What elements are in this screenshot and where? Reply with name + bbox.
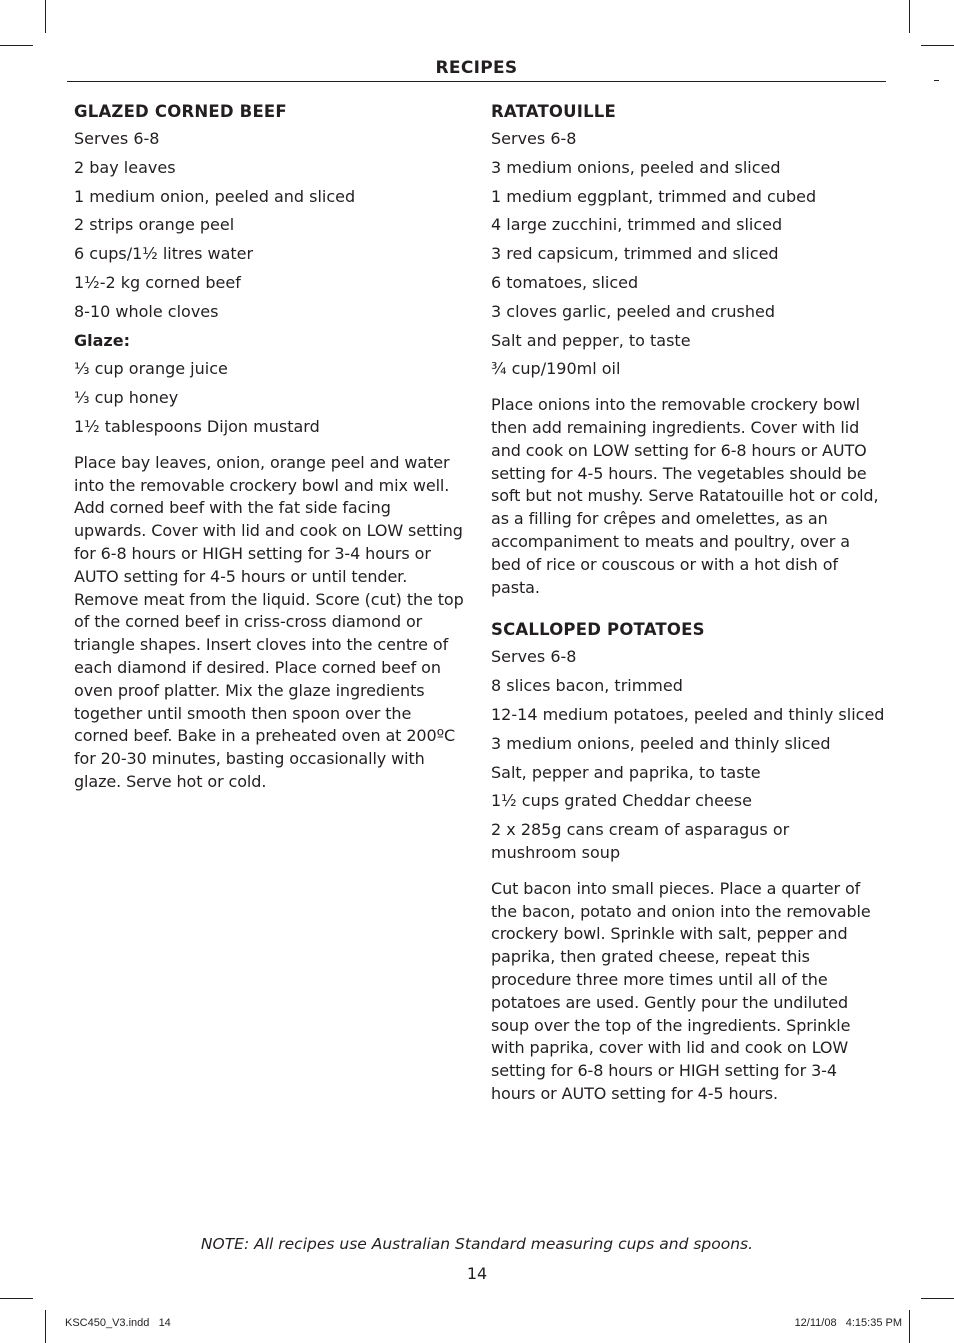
ingredient-line: 8-10 whole cloves: [74, 301, 219, 321]
ingredient-line: Serves 6-8: [74, 129, 160, 148]
crop-mark: [45, 0, 46, 33]
crop-mark: [909, 0, 910, 33]
ingredient-line: 3 medium onions, peeled and thinly sliced: [491, 733, 831, 753]
page-header: [67, 56, 886, 82]
crop-mark: [921, 1298, 954, 1299]
crop-mark: [0, 1298, 33, 1299]
recipe-title: RATATOUILLE: [491, 102, 616, 121]
ingredient-line: Salt and pepper, to taste: [491, 330, 691, 350]
footer-note: NOTE: All recipes use Australian Standard measuring cups and spoons.: [200, 1235, 754, 1253]
right-column: [491, 98, 885, 1106]
ingredient-line: 1 medium onion, peeled and sliced: [74, 186, 356, 206]
ingredient-line: 1½ tablespoons Dijon mustard: [74, 416, 320, 436]
ingredient-line: 2 bay leaves: [74, 157, 176, 177]
ingredient-line: 4 large zucchini, trimmed and sliced: [491, 215, 783, 235]
ingredient-line: 6 cups/1½ litres water: [74, 244, 254, 264]
tick-mark: [934, 80, 939, 81]
ingredient-line: 3 cloves garlic, peeled and crushed: [491, 301, 775, 321]
left-column: [74, 98, 466, 794]
ingredient-line: ¾ cup/190ml oil: [491, 359, 621, 379]
ingredient-line: ⅓ cup honey: [74, 388, 179, 408]
method-paragraph: Place bay leaves, onion, orange peel and water into the removable crockery bowl and mix well. Add corned beef with the fat side facing upwards. Cover with lid and cook on LOW setting for 6-8 hours or HIGH setting for 3-4 hours or AUTO setting for 4-5 hours or until tender. Remove meat from the liquid. Score (cut) the top of the corned beef in criss-cross diamond or triangle shapes. Insert cloves into the centre of each diamond if desired. Place corned beef on oven proof platter. Mix the glaze ingredients together until smooth then spoon over the corned beef. Bake in a preheated oven at 200ºC for 20-30 minutes, basting occasionally with glaze. Serve hot or cold.: [74, 452, 464, 791]
crop-mark: [45, 1310, 46, 1343]
page-title: RECIPES: [435, 58, 518, 78]
ingredient-line: 3 medium onions, peeled and sliced: [491, 157, 781, 177]
ingredient-line: 6 tomatoes, sliced: [491, 272, 639, 292]
method-paragraph: Cut bacon into small pieces. Place a quarter of the bacon, potato and onion into the removable crockery bowl. Sprinkle with salt, pepper and paprika, then grated cheese, repeat this procedure three more times until all of the potatoes are used. Gently pour the undiluted soup over the top of the ingredients. Sprinkle with paprika, cover with lid and cook on LOW setting for 6-8 hours or HIGH setting for 3-4 hours or AUTO setting for 4-5 hours.: [491, 878, 871, 1103]
ingredient-line: 2 x 285g cans cream of asparagus or mushroom soup: [491, 820, 790, 862]
ingredient-line: 1½ cups grated Cheddar cheese: [491, 791, 752, 811]
ingredient-line: Serves 6-8: [491, 647, 577, 667]
ingredient-line: 2 strips orange peel: [74, 215, 235, 235]
ingredient-line: 8 slices bacon, trimmed: [491, 676, 683, 696]
file-slug: KSC450_V3.indd 14: [65, 1317, 171, 1329]
ingredient-line: ⅓ cup orange juice: [74, 359, 228, 379]
crop-mark: [921, 45, 954, 46]
glaze-heading: Glaze:: [74, 330, 130, 350]
recipe-title: GLAZED CORNED BEEF: [74, 102, 287, 121]
ingredient-line: 1 medium eggplant, trimmed and cubed: [491, 186, 817, 206]
recipe-title: SCALLOPED POTATOES: [491, 620, 705, 640]
ingredient-line: Serves 6-8: [491, 129, 577, 148]
method-paragraph: Place onions into the removable crockery bowl then add remaining ingredients. Cover with lid and cook on LOW setting for 6-8 hours or AUTO setting for 4-5 hours. The vegetables should be soft but not mushy. Serve Ratatouille hot or cold, as a filling for crêpes and omelettes, as an accompaniment to meats and poultry, over a bed of rice or couscous or with a hot dish of pasta.: [491, 395, 879, 597]
crop-mark: [0, 45, 33, 46]
ingredient-line: 1½-2 kg corned beef: [74, 272, 241, 292]
page-number: 14: [466, 1264, 488, 1283]
ingredient-line: 3 red capsicum, trimmed and sliced: [491, 244, 779, 264]
date-slug: 12/11/08 4:15:35 PM: [794, 1317, 902, 1329]
ingredient-line: 12-14 medium potatoes, peeled and thinly sliced: [491, 704, 885, 724]
crop-mark: [909, 1310, 910, 1343]
ingredient-line: Salt, pepper and paprika, to taste: [491, 762, 761, 782]
